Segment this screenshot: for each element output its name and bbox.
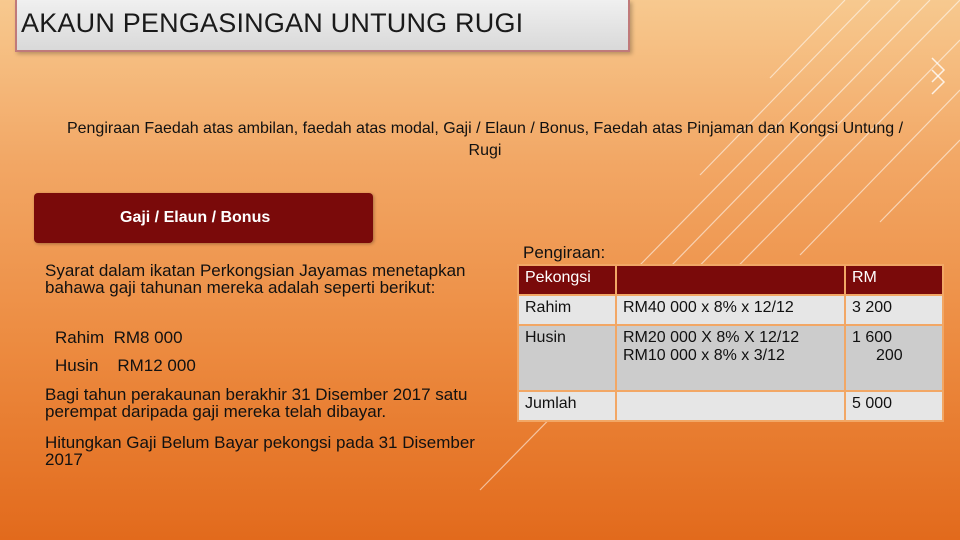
cell-value — [845, 391, 943, 421]
table-row — [518, 391, 943, 421]
table-header-row — [518, 265, 943, 295]
problem-intro: Syarat dalam ikatan Perkongsian Jayamas menetapkan bahawa gaji tahunan mereka adalah seperti berikut: — [45, 261, 466, 297]
cell-name: Jumlah — [518, 391, 616, 421]
calculation-label: Pengiraan: — [523, 243, 606, 262]
problem-paragraph: Bagi tahun perakaunan berakhir 31 Disember 2017 satu perempat daripada gaji mereka telah dibayar. — [45, 385, 468, 421]
cell-value — [845, 295, 943, 325]
header-blank — [616, 265, 845, 295]
cell-name: Husin — [518, 325, 616, 391]
salary-rahim: Rahim RM8 000 — [55, 328, 183, 347]
header-rm: RM — [845, 265, 943, 295]
salary-husin: Husin RM12 000 — [55, 356, 196, 375]
formula-line: RM40 000 x 8% x 12/12 — [623, 299, 794, 316]
cell-formula — [616, 295, 845, 325]
value-line: 200 — [876, 347, 903, 364]
table-row — [518, 295, 943, 325]
section-header-box — [34, 193, 373, 243]
problem-question: Hitungkan Gaji Belum Bayar pekongsi pada 31 Disember 2017 — [45, 433, 475, 469]
table-row — [518, 325, 943, 391]
calculation-table — [517, 264, 944, 422]
section-label: Gaji / Elaun / Bonus — [120, 209, 271, 226]
cell-formula — [616, 325, 845, 391]
formula-line: RM20 000 X 8% X 12/12 — [623, 329, 800, 346]
value-line: 1 600 — [852, 329, 893, 346]
cell-value — [845, 325, 943, 391]
title-box — [15, 0, 630, 52]
cell-name: Rahim — [518, 295, 616, 325]
header-pekongsi: Pekongsi — [518, 265, 616, 295]
cell-formula — [616, 391, 845, 421]
formula-line: RM10 000 x 8% x 3/12 — [623, 347, 785, 364]
page-title: AKAUN PENGASINGAN UNTUNG RUGI — [21, 8, 524, 38]
value-line: 5 000 — [852, 395, 893, 412]
value-line: 3 200 — [852, 299, 893, 316]
subtitle: Pengiraan Faedah atas ambilan, faedah atas modal, Gaji / Elaun / Bonus, Faedah atas Pinjaman dan Kongsi Untung / Rugi — [66, 120, 904, 159]
